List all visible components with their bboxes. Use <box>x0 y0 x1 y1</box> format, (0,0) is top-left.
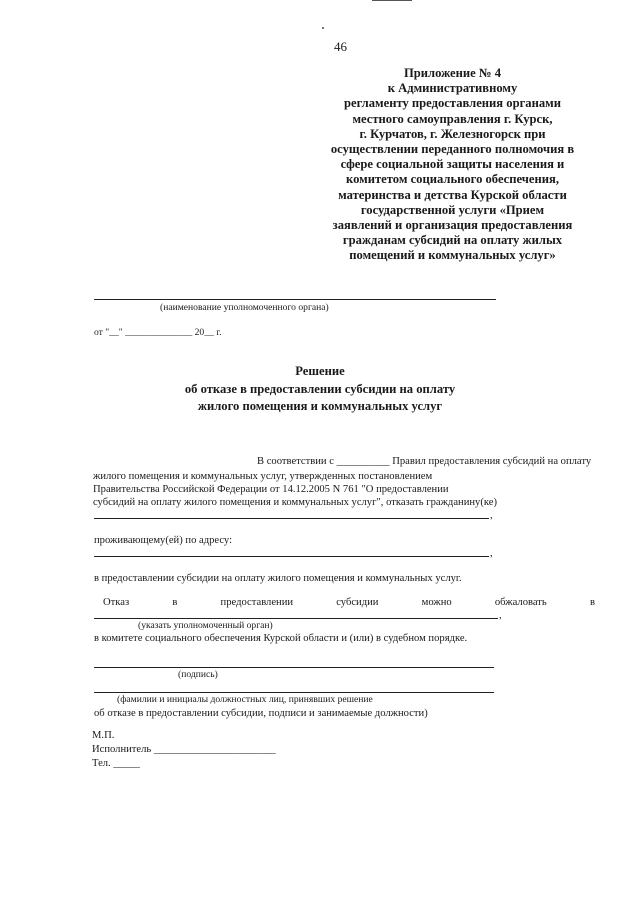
residing-label: проживающему(ей) по адресу: <box>94 535 233 546</box>
comma: , <box>490 548 493 559</box>
appeal-word: можно <box>421 597 452 608</box>
authority-hint: (указать уполномоченный орган) <box>138 620 273 631</box>
officials-caption: (фамилии и инициалы должностных лиц, принявших решение <box>117 694 373 705</box>
appendix-line: осуществлении переданного полномочия в <box>330 142 575 157</box>
decision-subtitle-1: об отказе в предоставлении субсидии на оплату <box>184 382 456 396</box>
decision-title: Решение <box>295 364 345 378</box>
appeal-word: в <box>172 597 178 608</box>
signature-line[interactable] <box>94 667 494 668</box>
officials-caption-2: об отказе в предоставлении субсидии, подписи и занимаемые должности) <box>94 708 428 719</box>
authority-field-line[interactable] <box>94 299 496 300</box>
scan-dot <box>322 27 324 29</box>
officials-line[interactable] <box>94 692 494 693</box>
committee-statement: в комитете социального обеспечения Курской области и (или) в судебном порядке. <box>94 633 468 644</box>
appendix-line: сфере социальной защиты населения и <box>340 157 565 172</box>
address-line[interactable] <box>94 556 489 557</box>
comma: , <box>490 510 493 521</box>
top-mark <box>372 0 412 1</box>
date-line: от "__" ______________ 20__ г. <box>94 327 222 338</box>
appeal-word: Отказ <box>103 597 130 608</box>
appendix-line: комитетом социального обеспечения, <box>346 172 559 187</box>
stamp-place: М.П. <box>92 730 115 741</box>
phone-field: Тел. _____ <box>92 758 140 769</box>
appeal-word: в <box>589 597 595 608</box>
appendix-line: заявлений и организация предоставления <box>332 218 573 233</box>
refusal-statement: в предоставлении субсидии на оплату жилого помещения и коммунальных услуг. <box>94 573 462 584</box>
appendix-line: регламенту предоставления органами <box>344 96 561 111</box>
appendix-line: местного самоуправления г. Курск, <box>352 111 553 126</box>
authority-appeal-line[interactable] <box>94 618 498 619</box>
body-paragraph-line: Правительства Российской Федерации от 14.12.2005 N 761 "О предоставлении <box>93 484 449 495</box>
body-paragraph-line: субсидий на оплату жилого помещения и коммунальных услуг", отказать гражданину(ке) <box>93 497 497 508</box>
appeal-line <box>103 597 595 608</box>
citizen-name-line[interactable] <box>94 518 489 519</box>
decision-subtitle-2: жилого помещения и коммунальных услуг <box>197 399 443 413</box>
authority-caption: (наименование уполномоченного органа) <box>160 302 329 313</box>
appendix-line: г. Курчатов, г. Железногорск при <box>359 126 546 141</box>
executor-field: Исполнитель _______________________ <box>92 744 276 755</box>
comma: , <box>499 610 502 621</box>
page-number: 46 <box>334 39 347 54</box>
appendix-line: к Административному <box>387 81 518 96</box>
appendix-line: государственной услуги «Прием <box>360 202 545 217</box>
signature-caption: (подпись) <box>178 669 218 680</box>
appendix-line: Приложение № 4 <box>403 66 501 80</box>
appendix-header <box>300 66 605 264</box>
appeal-word: субсидии <box>336 597 379 608</box>
appendix-line: гражданам субсидий на оплату жилых <box>342 233 563 248</box>
appendix-line: материнства и детства Курской области <box>338 187 567 202</box>
appendix-line: помещений и коммунальных услуг» <box>349 248 556 263</box>
body-paragraph-line: В соответствии с __________ Правил предоставления субсидий на оплату <box>257 456 592 467</box>
body-paragraph-line: жилого помещения и коммунальных услуг, утвержденных постановлением <box>93 471 433 482</box>
appeal-word: предоставлении <box>220 597 294 608</box>
appeal-word: обжаловать <box>494 597 547 608</box>
footer <box>92 729 276 771</box>
